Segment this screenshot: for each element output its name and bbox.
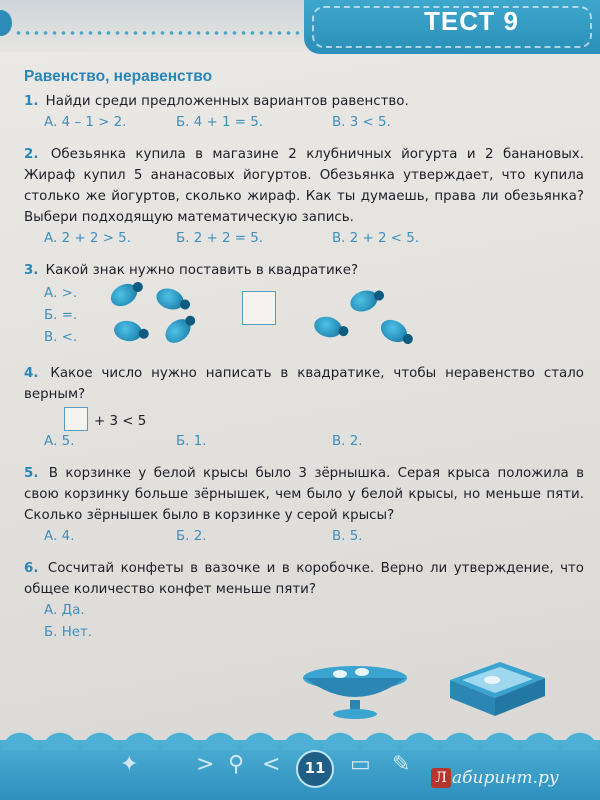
candy-icon	[355, 668, 369, 676]
bowl-body	[305, 678, 405, 697]
question-3-illustration	[24, 281, 584, 353]
answer-option-a[interactable]: А. Да.	[44, 603, 85, 618]
question-number: 4.	[24, 366, 39, 381]
bowl-base	[333, 709, 377, 719]
question-1	[24, 91, 584, 134]
answer-option-b[interactable]: Б. 2.	[176, 529, 207, 544]
footer-wave	[0, 730, 600, 750]
candy-bowl-illustration	[300, 664, 410, 720]
question-text	[24, 91, 584, 112]
answer-option-a[interactable]: А. 5.	[44, 434, 75, 449]
section-heading: Равенство, неравенство	[24, 68, 213, 85]
answer-row	[24, 526, 584, 548]
question-text	[24, 463, 584, 526]
beetle-icon	[347, 287, 380, 315]
candy-icon	[484, 676, 500, 684]
answer-square[interactable]	[242, 291, 276, 325]
answer-option-a[interactable]: А. >.	[44, 286, 78, 301]
question-3	[24, 260, 584, 353]
less-than-icon: <	[262, 752, 281, 777]
question-number: 5.	[24, 466, 39, 481]
answer-square[interactable]	[64, 407, 88, 431]
question-number: 3.	[24, 263, 39, 278]
answer-option-c[interactable]: В. 3 < 5.	[332, 115, 391, 130]
question-body: Найди среди предложенных вариантов равенство.	[45, 94, 409, 109]
inequality-row	[24, 405, 584, 431]
test-banner	[304, 0, 600, 54]
question-5	[24, 463, 584, 548]
watermark-logo: Л	[431, 768, 451, 788]
content	[24, 66, 584, 650]
answer-option-c[interactable]: В. 2 + 2 < 5.	[332, 231, 419, 246]
question-text	[24, 260, 584, 281]
answer-row	[24, 228, 584, 250]
question-body: Сосчитай конфеты в вазочке и в коробочке. Верно ли утверждение, что общее количество конфет меньше пяти?	[24, 561, 584, 597]
answer-list	[44, 283, 77, 349]
beetle-icon	[161, 314, 195, 347]
ruler-icon: ▭	[350, 752, 371, 777]
puzzle-icon: ✦	[120, 752, 139, 777]
question-4	[24, 363, 584, 453]
answer-option-c[interactable]: В. 5.	[332, 529, 363, 544]
answer-row	[24, 112, 584, 134]
answer-option-b[interactable]: Б. =.	[44, 308, 78, 323]
beetle-icon	[107, 279, 141, 310]
question-text	[24, 144, 584, 228]
answer-option-b[interactable]: Б. Нет.	[44, 625, 93, 640]
candy-icon	[333, 670, 347, 678]
beetle-icon	[153, 285, 186, 313]
question-number: 2.	[24, 147, 39, 162]
answer-option-b[interactable]: Б. 1.	[176, 434, 207, 449]
answer-option-b[interactable]: Б. 4 + 1 = 5.	[176, 115, 263, 130]
answer-option-c[interactable]: В. 2.	[332, 434, 363, 449]
question-number: 1.	[24, 94, 39, 109]
page-number-badge	[296, 750, 334, 788]
answer-row	[24, 431, 584, 453]
question-text	[24, 363, 584, 405]
test-title: ТЕСТ 9	[424, 6, 519, 36]
inequality-expression: + 3 < 5	[94, 414, 147, 429]
greater-than-icon: >	[196, 752, 215, 777]
candy-box-illustration	[440, 650, 550, 720]
answer-option-b[interactable]: Б. 2 + 2 = 5.	[176, 231, 263, 246]
question-text	[24, 558, 584, 600]
beetle-icon	[377, 315, 411, 346]
dotted-border	[14, 30, 314, 36]
answer-option-a[interactable]: А. 2 + 2 > 5.	[44, 231, 131, 246]
answer-option-a[interactable]: А. 4 – 1 > 2.	[44, 115, 127, 130]
question-body: Обезьянка купила в магазине 2 клубничных йогурта и 2 банановых. Жираф купил 5 ананасовых йогуртов. Обезьянка утверждает, что купила столько же йогуртов, сколько жираф. Как ты думаешь, права ли обезьянка? Выбери подходящую математическую запись.	[24, 147, 584, 225]
question-6	[24, 558, 584, 650]
pencil-icon: ✎	[392, 752, 411, 777]
question-body: В корзинке у белой крысы было 3 зёрнышка. Серая крыса положила в свою корзинку больше зёрнышек, чем было у белой крысы, но меньше пяти. Сколько зёрнышек было в корзинке у серой крысы?	[24, 466, 584, 523]
watermark: абиринт.ру	[452, 768, 559, 788]
question-2	[24, 144, 584, 250]
answer-list	[24, 600, 584, 650]
beetle-icon	[112, 319, 143, 344]
question-body: Какое число нужно написать в квадратике, чтобы неравенство стало верным?	[24, 366, 584, 402]
magnifier-icon: ⚲	[228, 752, 245, 777]
question-body: Какой знак нужно поставить в квадратике?	[45, 263, 359, 278]
beetle-icon	[312, 314, 344, 341]
answer-option-c[interactable]: В. <.	[44, 330, 78, 345]
question-number: 6.	[24, 561, 39, 576]
answer-option-a[interactable]: А. 4.	[44, 529, 75, 544]
page-number: 11	[304, 759, 326, 777]
